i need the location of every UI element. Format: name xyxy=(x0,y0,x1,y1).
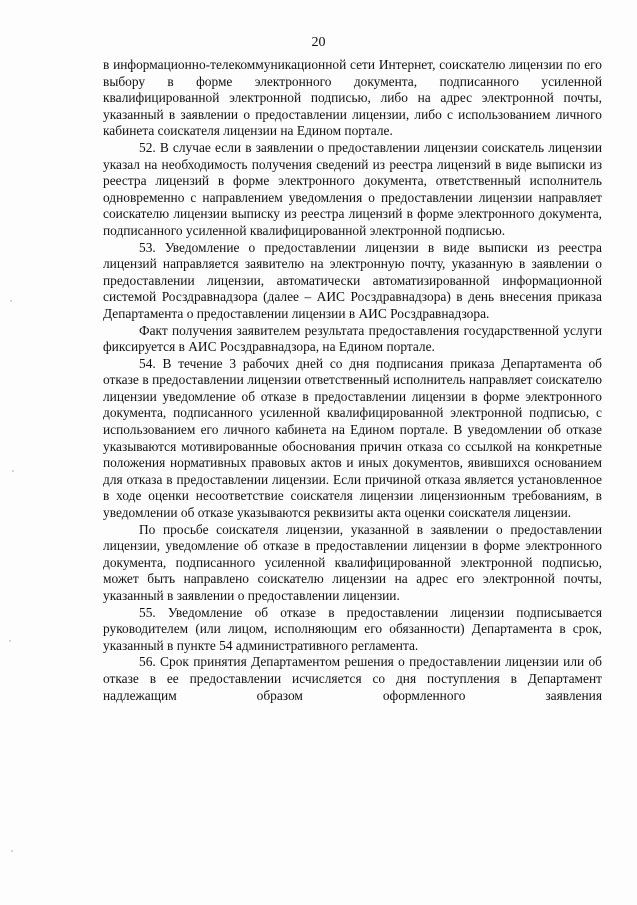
scan-speck xyxy=(12,470,14,472)
paragraph-53-fact: Факт получения заявителем результата предоставления государственной услуги фиксируется в АИС Росздравнадзора, на Едином портале. xyxy=(103,322,602,355)
paragraph-52: 52. В случае если в заявлении о предоставлении лицензии соискатель лицензии указал на необходимость получения сведений из реестра лицензий в виде выписки из реестра лицензий в форме электронного документа, ответственный исполнитель одновременно с направлением уведомления о предоставлении лицензии направляет соискателю лицензии выписку из реестра лицензий в форме электронного документа, подписанного усиленной квалифицированной электронной подписью. xyxy=(103,139,602,238)
scan-speck xyxy=(9,640,11,642)
paragraph-56: 56. Срок принятия Департаментом решения о предоставлении лицензии или об отказе в ее предоставлении исчисляется со дня поступления в Департамент надлежащим образом оформленного заявления xyxy=(103,654,602,703)
paragraph-54-request: По просьбе соискателя лицензии, указанной в заявлении о предоставлении лицензии, уведомление об отказе в предоставлении лицензии в форме электронного документа, подписанного усиленной квалифицированной электронной подписью, может быть направлено соискателю лицензии на адрес его электронной почты, указанный в заявлении о предоставлении лицензии. xyxy=(103,521,602,603)
document-body xyxy=(103,57,602,704)
paragraph-54: 54. В течение 3 рабочих дней со дня подписания приказа Департамента об отказе в предоставлении лицензии ответственный исполнитель направляет соискателю лицензии уведомление об отказе в предоставлении лицензии в форме электронного документа, подписанного усиленной квалифицированной электронной подписью, с использованием его личного кабинета на Едином портале. В уведомлении об отказе указываются мотивированные обоснования причин отказа со ссылкой на конкретные положения нормативных правовых актов и иных документов, явившихся основанием для отказа в предоставлении лицензии. Если причиной отказа является установленное в ходе оценки несоответствие соискателя лицензии лицензионным требованиям, в уведомлении об отказе указываются реквизиты акта оценки соискателя лицензии. xyxy=(103,355,602,521)
paragraph-continuation: в информационно-телекоммуникационной сети Интернет, соискателю лицензии по его выбору в форме электронного документа, подписанного усиленной квалифицированной электронной подписью, либо на адрес электронной почты, указанный в заявлении о предоставлении лицензии, либо с использованием личного кабинета соискателя лицензии на Едином портале. xyxy=(103,57,602,139)
scan-speck xyxy=(10,300,12,302)
page-number: 20 xyxy=(311,35,326,50)
paragraph-53: 53. Уведомление о предоставлении лицензии в виде выписки из реестра лицензий направляется заявителю на электронную почту, указанную в заявлении о предоставлении лицензии, автоматически автоматизированной информационной системой Росздравнадзора (далее – АИС Росздравнадзора) в день внесения приказа Департамента о предоставлении лицензии в АИС Росздравнадзора. xyxy=(103,239,602,321)
paragraph-55: 55. Уведомление об отказе в предоставлении лицензии подписывается руководителем (или лицом, исполняющим его обязанности) Департамента в срок, указанный в пункте 54 административного регламента. xyxy=(103,604,602,653)
scan-speck xyxy=(11,850,13,852)
